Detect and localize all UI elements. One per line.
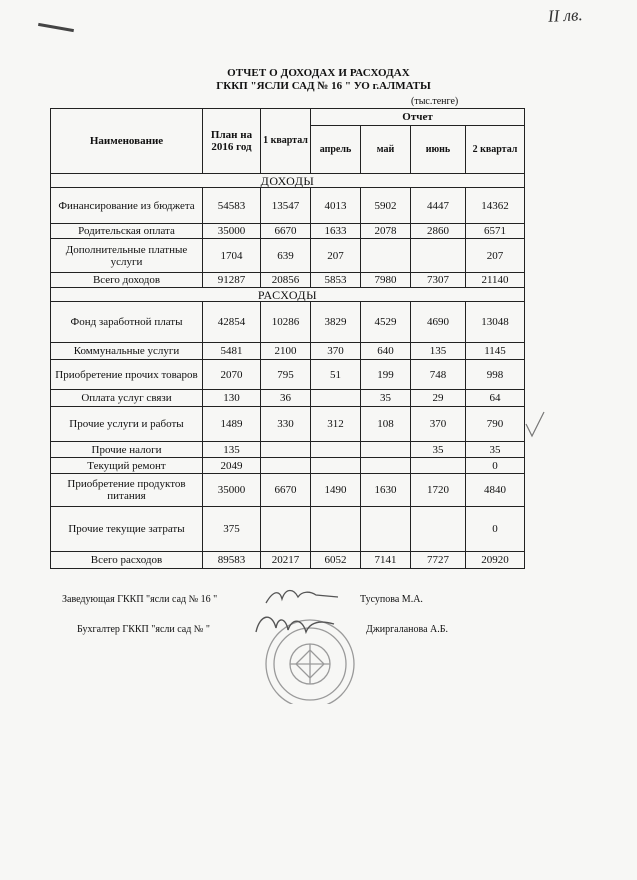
pen-stroke (38, 23, 74, 32)
row-q2: 0 (466, 507, 525, 552)
row-q2: 790 (466, 407, 525, 442)
row-q2: 207 (466, 239, 525, 273)
row-may: 199 (361, 360, 411, 390)
header-june: июнь (411, 126, 466, 174)
row-april (311, 442, 361, 458)
row-plan: 35000 (203, 224, 261, 239)
row-q2: 6571 (466, 224, 525, 239)
table-row (51, 360, 525, 390)
table-row (51, 474, 525, 507)
row-june: 135 (411, 343, 466, 360)
row-april: 312 (311, 407, 361, 442)
row-plan: 130 (203, 390, 261, 407)
row-june (411, 239, 466, 273)
expense-section-heading: РАСХОДЫ (51, 288, 525, 302)
row-june: 2860 (411, 224, 466, 239)
row-q2: 0 (466, 458, 525, 474)
table-row (51, 188, 525, 224)
row-april: 51 (311, 360, 361, 390)
row-april: 4013 (311, 188, 361, 224)
head-signature (262, 585, 342, 609)
row-q1: 330 (261, 407, 311, 442)
row-q2: 998 (466, 360, 525, 390)
row-name: Финансирование из бюджета (51, 188, 203, 224)
row-may: 5902 (361, 188, 411, 224)
row-april: 1490 (311, 474, 361, 507)
row-april: 370 (311, 343, 361, 360)
row-plan: 375 (203, 507, 261, 552)
row-june: 1720 (411, 474, 466, 507)
row-plan: 2049 (203, 458, 261, 474)
head-signature-label: Заведующая ГККП "ясли сад № 16 " (62, 594, 218, 605)
accountant-signature-label: Бухгалтер ГККП "ясли сад № " (77, 624, 210, 635)
row-may: 7980 (361, 273, 411, 288)
row-q2: 1145 (466, 343, 525, 360)
row-june (411, 458, 466, 474)
row-june (411, 507, 466, 552)
row-may: 108 (361, 407, 411, 442)
row-name: Коммунальные услуги (51, 343, 203, 360)
row-q2: 13048 (466, 302, 525, 343)
units-label: (тыс.тенге) (411, 96, 459, 107)
table-row (51, 390, 525, 407)
income-section-heading: ДОХОДЫ (51, 174, 525, 188)
table-row (51, 442, 525, 458)
row-q1: 6670 (261, 474, 311, 507)
row-q1 (261, 507, 311, 552)
row-name: Всего расходов (51, 552, 203, 569)
row-plan: 42854 (203, 302, 261, 343)
row-name: Текущий ремонт (51, 458, 203, 474)
row-plan: 1489 (203, 407, 261, 442)
row-may (361, 239, 411, 273)
row-plan: 2070 (203, 360, 261, 390)
row-name: Родительская оплата (51, 224, 203, 239)
row-april: 1633 (311, 224, 361, 239)
row-q1: 795 (261, 360, 311, 390)
row-q2: 20920 (466, 552, 525, 569)
row-name: Фонд заработной платы (51, 302, 203, 343)
row-plan: 91287 (203, 273, 261, 288)
table-row (51, 343, 525, 360)
row-name: Прочие текущие затраты (51, 507, 203, 552)
table-row (51, 407, 525, 442)
row-june: 35 (411, 442, 466, 458)
row-april: 6052 (311, 552, 361, 569)
row-name: Всего доходов (51, 273, 203, 288)
row-may: 35 (361, 390, 411, 407)
row-q1: 639 (261, 239, 311, 273)
row-june: 29 (411, 390, 466, 407)
row-name: Приобретение прочих товаров (51, 360, 203, 390)
table-row (51, 224, 525, 239)
row-april: 207 (311, 239, 361, 273)
row-plan: 35000 (203, 474, 261, 507)
row-april (311, 390, 361, 407)
row-name: Оплата услуг связи (51, 390, 203, 407)
row-plan: 5481 (203, 343, 261, 360)
row-may: 2078 (361, 224, 411, 239)
row-q2: 35 (466, 442, 525, 458)
row-june: 4447 (411, 188, 466, 224)
header-q1: 1 квартал (261, 109, 311, 174)
row-q1: 10286 (261, 302, 311, 343)
row-may (361, 458, 411, 474)
header-name: Наименование (51, 109, 203, 174)
handwritten-corner-mark: II лв. (547, 5, 584, 26)
report-title: ОТЧЕТ О ДОХОДАХ И РАСХОДАХ (227, 67, 410, 79)
header-may: май (361, 126, 411, 174)
row-q1: 36 (261, 390, 311, 407)
table-row (51, 239, 525, 273)
row-q2: 21140 (466, 273, 525, 288)
row-may: 7141 (361, 552, 411, 569)
accountant-signature (250, 610, 340, 644)
report-subtitle: ГККП "ЯСЛИ САД № 16 " УО г.АЛМАТЫ (216, 80, 431, 92)
table-row (51, 458, 525, 474)
row-april: 5853 (311, 273, 361, 288)
row-q1: 2100 (261, 343, 311, 360)
accountant-name: Джиргаланова А.Б. (366, 624, 448, 635)
row-name: Дополнительные платные услуги (51, 239, 203, 273)
row-plan: 1704 (203, 239, 261, 273)
row-plan: 89583 (203, 552, 261, 569)
row-june: 370 (411, 407, 466, 442)
row-q1: 20856 (261, 273, 311, 288)
row-name: Прочие налоги (51, 442, 203, 458)
head-name: Тусупова М.А. (360, 594, 423, 605)
row-june: 7727 (411, 552, 466, 569)
income-total-row (51, 273, 525, 288)
expense-total-row (51, 552, 525, 569)
row-q2: 64 (466, 390, 525, 407)
income-expense-table (50, 108, 525, 569)
row-june: 748 (411, 360, 466, 390)
row-may (361, 507, 411, 552)
row-q2: 14362 (466, 188, 525, 224)
row-april: 3829 (311, 302, 361, 343)
row-april (311, 458, 361, 474)
table-row (51, 507, 525, 552)
row-q2: 4840 (466, 474, 525, 507)
row-q1: 20217 (261, 552, 311, 569)
row-name: Приобретение продуктов питания (51, 474, 203, 507)
row-june: 7307 (411, 273, 466, 288)
row-may: 4529 (361, 302, 411, 343)
row-may: 640 (361, 343, 411, 360)
row-name: Прочие услуги и работы (51, 407, 203, 442)
row-april (311, 507, 361, 552)
header-q2: 2 квартал (466, 126, 525, 174)
row-june: 4690 (411, 302, 466, 343)
header-plan: План на 2016 год (203, 109, 261, 174)
header-report: Отчет (311, 109, 525, 126)
row-q1: 13547 (261, 188, 311, 224)
table-row (51, 302, 525, 343)
check-mark-icon (524, 410, 546, 440)
row-plan: 54583 (203, 188, 261, 224)
row-may (361, 442, 411, 458)
row-q1 (261, 442, 311, 458)
row-q1 (261, 458, 311, 474)
row-may: 1630 (361, 474, 411, 507)
row-plan: 135 (203, 442, 261, 458)
header-april: апрель (311, 126, 361, 174)
row-q1: 6670 (261, 224, 311, 239)
